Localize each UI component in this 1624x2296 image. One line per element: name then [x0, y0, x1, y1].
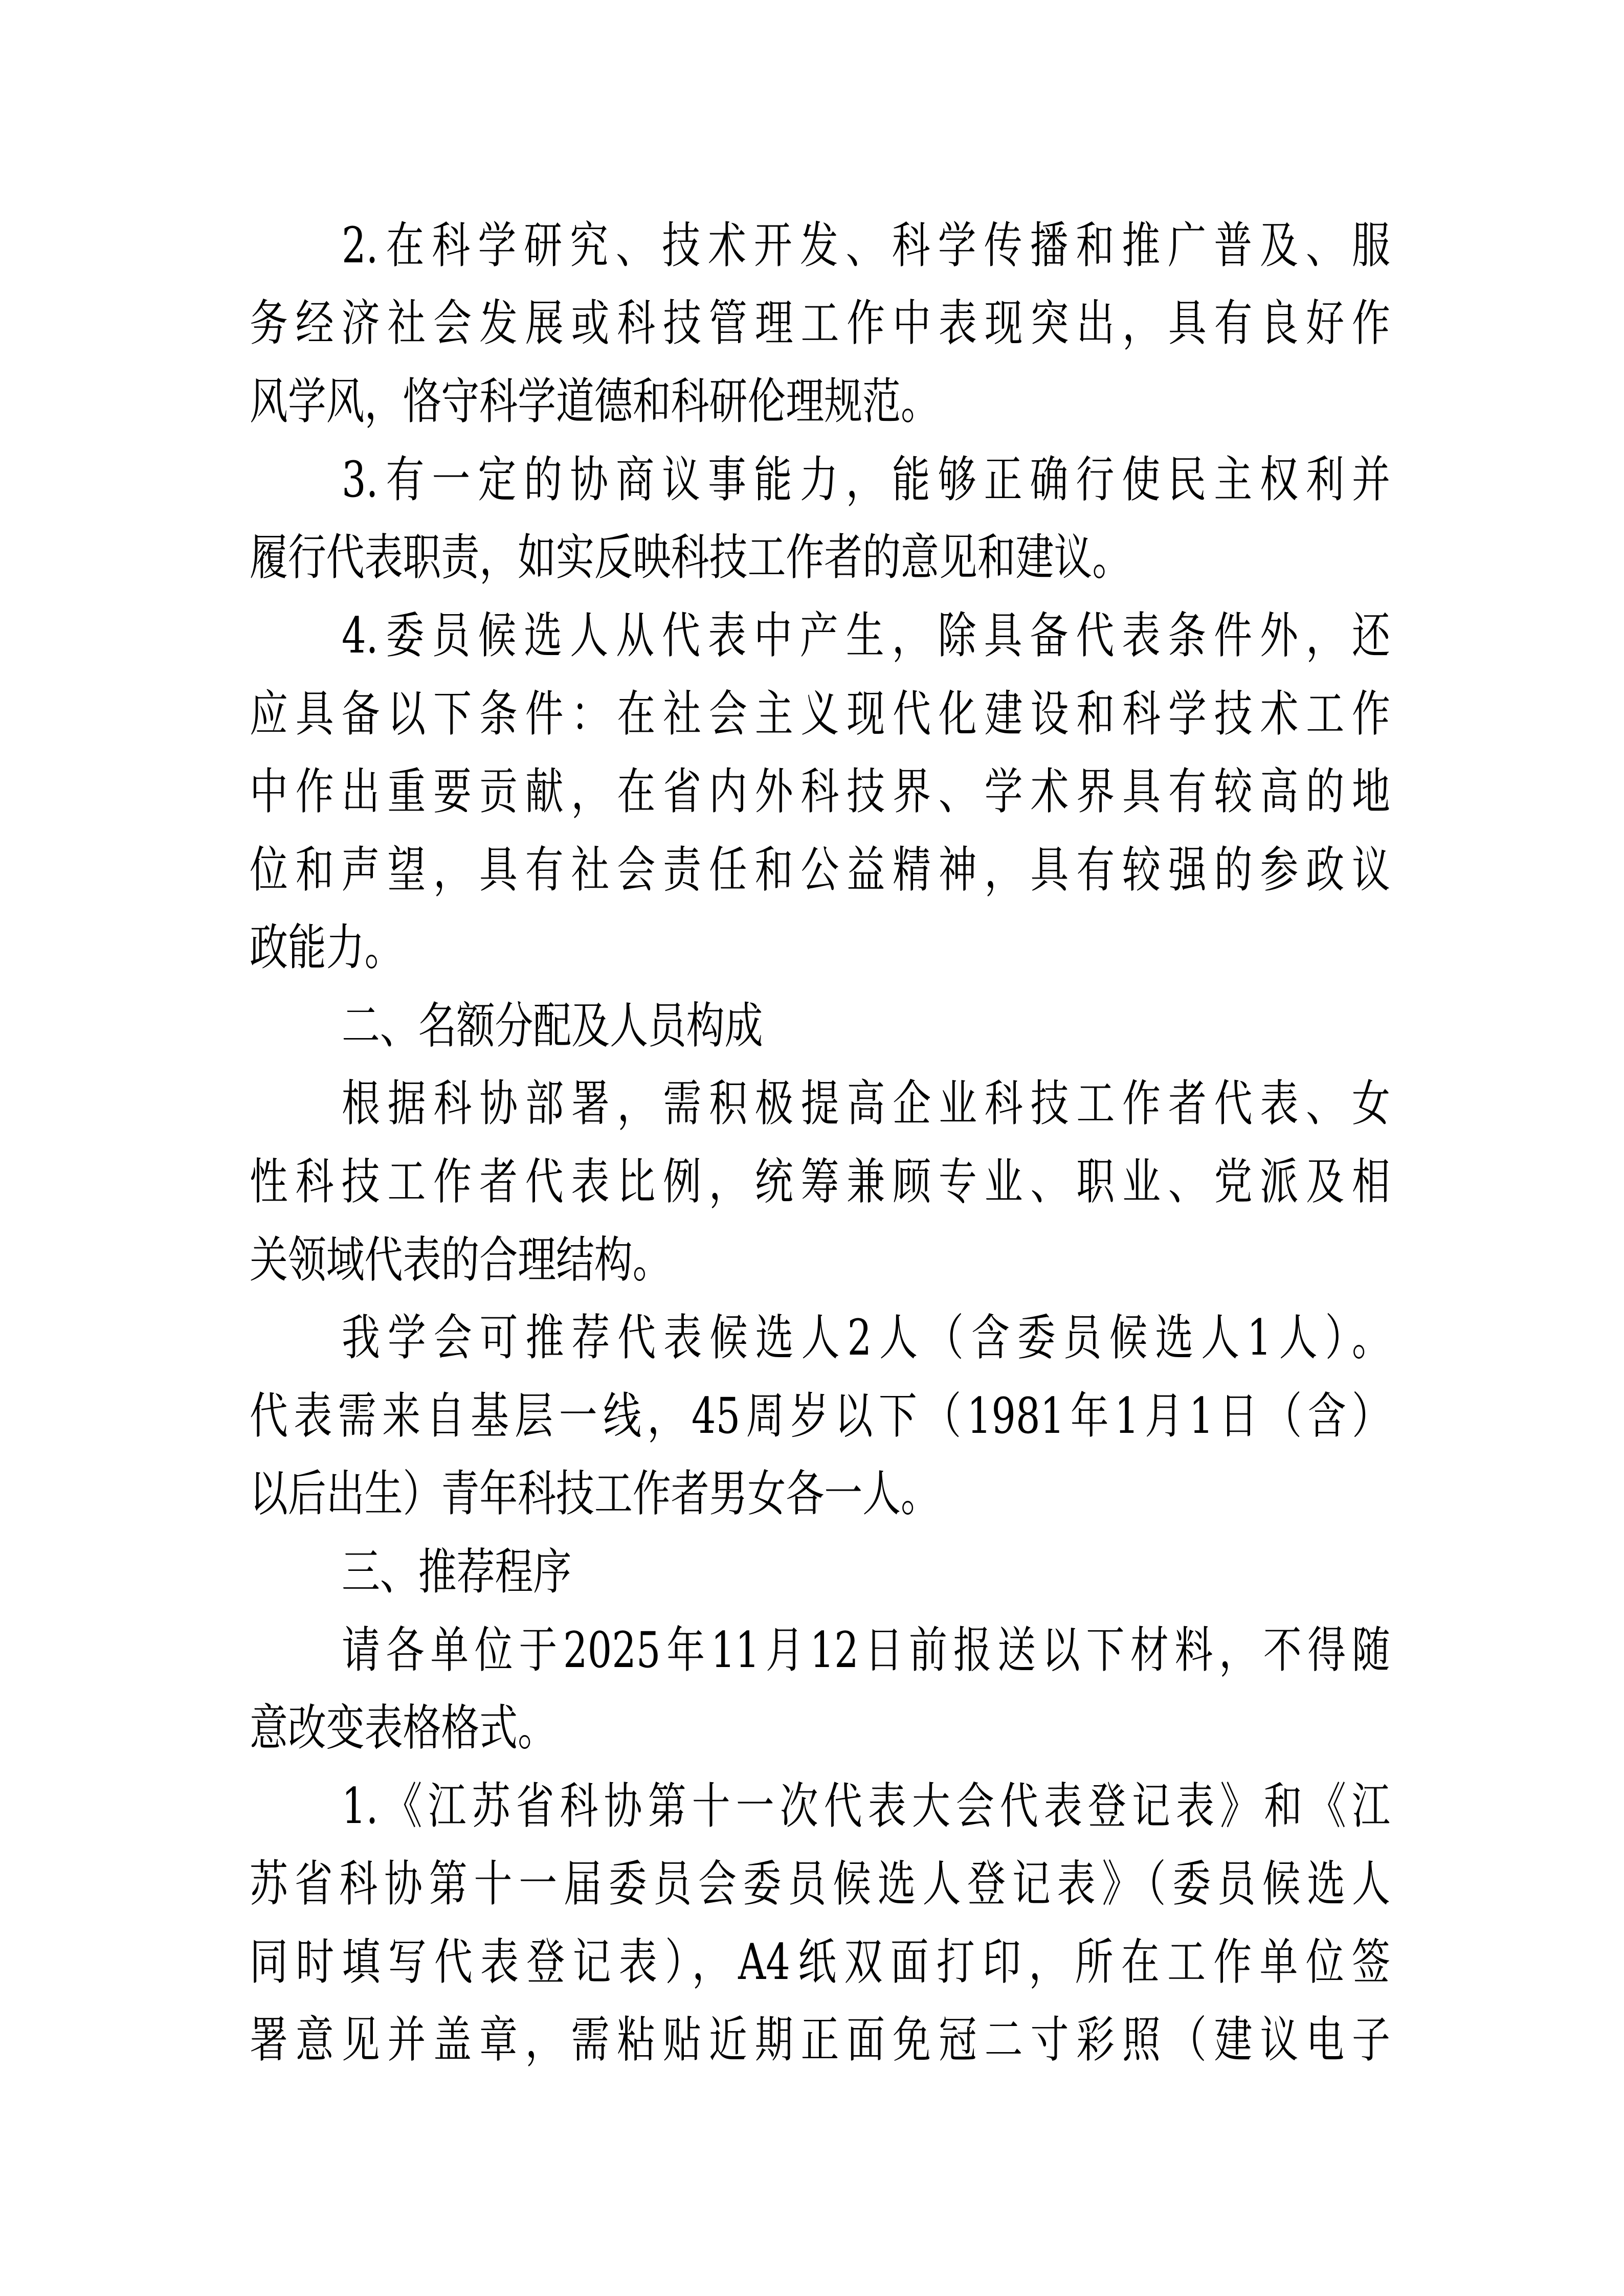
- section-3-item-1-line-2: 苏省科协第十一届委员会委员候选人登记表》（委员候选人: [250, 1855, 1390, 1912]
- item-4-line-4: 位和声望，具有社会责任和公益精神，具有较强的参政议: [250, 841, 1390, 898]
- section-3-item-1-line-1: 1.《江苏省科协第十一次代表大会代表登记表》和《江: [342, 1777, 1390, 1835]
- section-3-item-1-line-3: 同时填写代表登记表），A4纸双面打印，所在工作单位签: [250, 1933, 1390, 1991]
- item-2-line-1: 2.在科学研究、技术开发、科学传播和推广普及、服: [342, 217, 1390, 274]
- item-3-line-1: 3.有一定的协商议事能力，能够正确行使民主权利并: [342, 451, 1390, 508]
- section-2-para-2-line-3: 以后出生）青年科技工作者男女各一人。: [250, 1465, 939, 1522]
- section-2-para-1-line-2: 性科技工作者代表比例，统筹兼顾专业、职业、党派及相: [250, 1153, 1390, 1210]
- section-2-heading: 二、名额分配及人员构成: [342, 997, 763, 1054]
- item-4-line-1: 4.委员候选人从代表中产生，除具备代表条件外，还: [342, 607, 1390, 664]
- section-3-para-1-line-1: 请各单位于2025年11月12日前报送以下材料，不得随: [342, 1622, 1390, 1679]
- item-2-line-3: 风学风，恪守科学道德和科研伦理规范。: [250, 373, 939, 430]
- section-2-para-2-line-2: 代表需来自基层一线，45周岁以下（1981年1月1日（含）: [250, 1387, 1390, 1445]
- item-4-line-2: 应具备以下条件：在社会主义现代化建设和科学技术工作: [250, 685, 1390, 742]
- section-2-para-1-line-3: 关领域代表的合理结构。: [250, 1231, 671, 1289]
- section-2-para-1-line-1: 根据科协部署，需积极提高企业科技工作者代表、女: [342, 1075, 1390, 1132]
- section-3-para-1-line-2: 意改变表格格式。: [250, 1699, 557, 1757]
- item-3-line-2: 履行代表职责，如实反映科技工作者的意见和建议。: [250, 529, 1131, 586]
- item-4-line-5: 政能力。: [250, 919, 403, 976]
- section-2-para-2-line-1: 我学会可推荐代表候选人2人（含委员候选人1人）。: [342, 1309, 1390, 1366]
- item-4-line-3: 中作出重要贡献，在省内外科技界、学术界具有较高的地: [250, 763, 1390, 820]
- section-3-heading: 三、推荐程序: [342, 1543, 572, 1601]
- section-3-item-1-line-4: 署意见并盖章，需粘贴近期正面免冠二寸彩照（建议电子: [250, 2011, 1390, 2068]
- item-2-line-2: 务经济社会发展或科技管理工作中表现突出，具有良好作: [250, 295, 1390, 352]
